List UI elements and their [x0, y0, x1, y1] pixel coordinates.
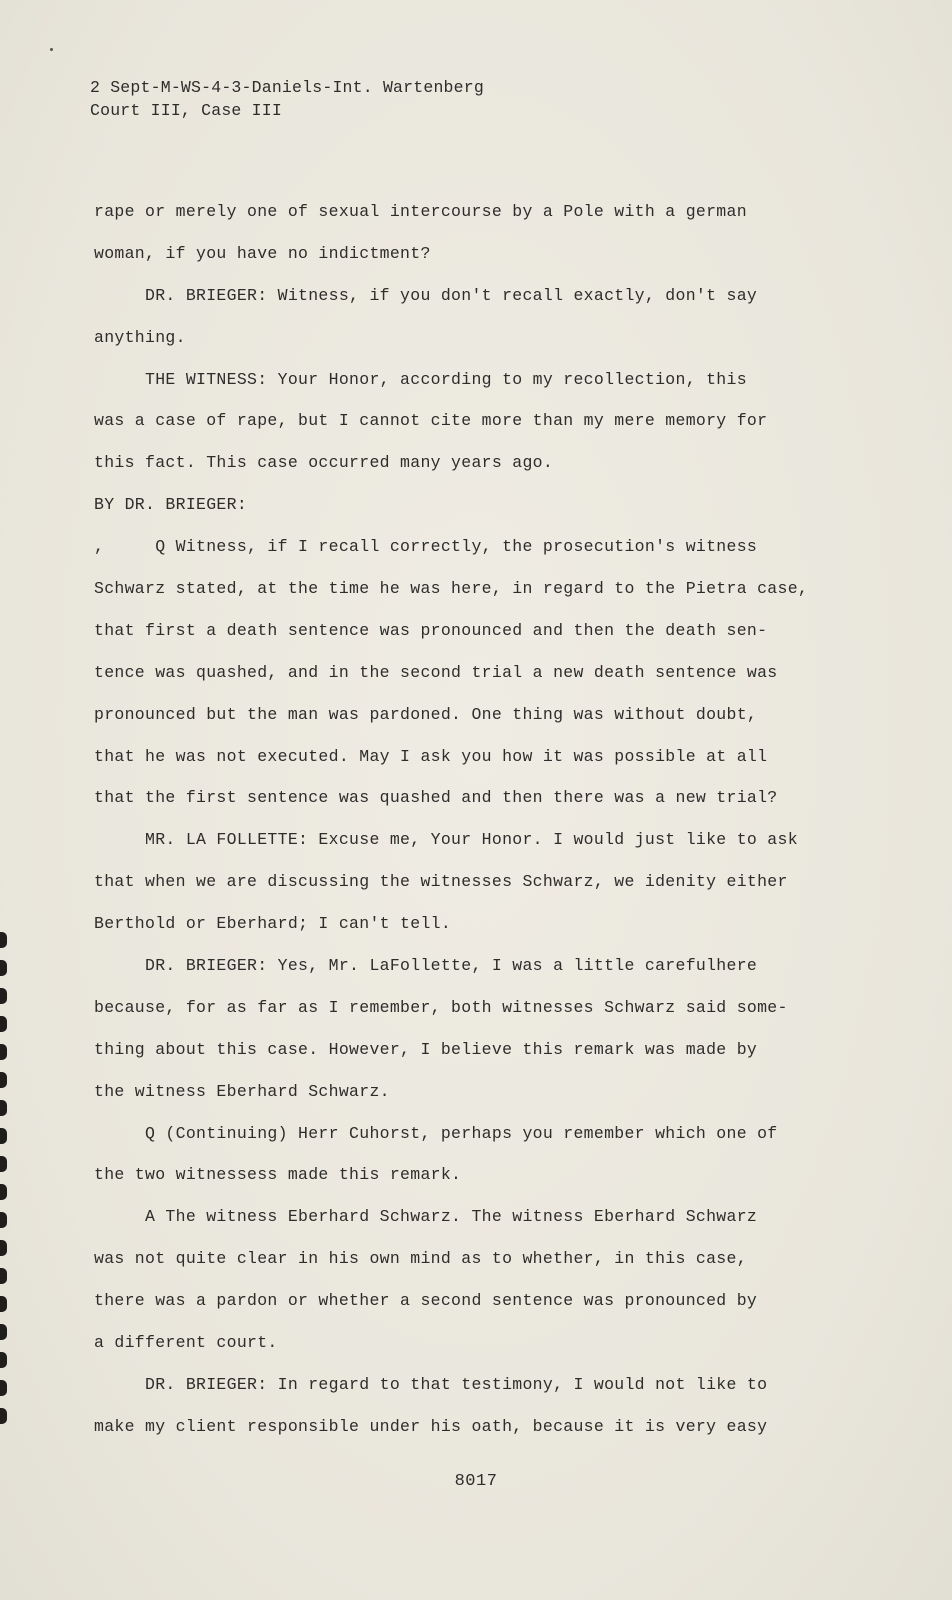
transcript-line: there was a pardon or whether a second sentence was pronounced by	[94, 1291, 758, 1311]
punch-hole	[0, 1296, 7, 1312]
transcript-line: that he was not executed. May I ask you how it was possible at all	[94, 746, 768, 766]
transcript-line: that first a death sentence was pronounced and then the death sen-	[94, 620, 768, 640]
transcript-line: was a case of rape, but I cannot cite more than my mere memory for	[94, 411, 768, 431]
punch-hole	[0, 960, 7, 976]
transcript-line: BY DR. BRIEGER:	[94, 495, 248, 515]
transcript-line: pronounced but the man was pardoned. One thing was without doubt,	[94, 704, 758, 724]
transcript-line: , Q Witness, if I recall correctly, the prosecution's witness	[94, 537, 758, 557]
punch-hole	[0, 1352, 7, 1368]
punch-hole	[0, 1100, 7, 1116]
header-reference-line: 2 Sept-M-WS-4-3-Daniels-Int. Wartenberg	[90, 78, 484, 97]
transcript-line: tence was quashed, and in the second trial a new death sentence was	[94, 662, 778, 682]
transcript-line: anything.	[94, 327, 186, 347]
punch-hole	[0, 1380, 7, 1396]
transcript-line: THE WITNESS: Your Honor, according to my recollection, this	[94, 369, 747, 389]
paper-speck	[50, 48, 53, 51]
transcript-body	[94, 198, 824, 1455]
page-number: 8017	[454, 1472, 498, 1491]
transcript-line: this fact. This case occurred many years ago.	[94, 453, 554, 473]
transcript-line: A The witness Eberhard Schwarz. The witness Eberhard Schwarz	[94, 1207, 758, 1227]
transcript-line: make my client responsible under his oath, because it is very easy	[94, 1416, 768, 1436]
punch-hole	[0, 1240, 7, 1256]
punch-hole	[0, 1072, 7, 1088]
punch-hole	[0, 988, 7, 1004]
punch-hole	[0, 1268, 7, 1284]
punch-hole	[0, 1128, 7, 1144]
punch-hole	[0, 1212, 7, 1228]
punch-hole	[0, 1156, 7, 1172]
transcript-line: DR. BRIEGER: Witness, if you don't recall exactly, don't say	[94, 285, 758, 305]
transcript-line: woman, if you have no indictment?	[94, 243, 431, 263]
transcript-line: MR. LA FOLLETTE: Excuse me, Your Honor. I would just like to ask	[94, 830, 798, 850]
punch-hole	[0, 1324, 7, 1340]
punch-hole	[0, 1016, 7, 1032]
transcript-line: a different court.	[94, 1333, 278, 1353]
punch-hole	[0, 1184, 7, 1200]
transcript-line: rape or merely one of sexual intercourse by a Pole with a german	[94, 202, 747, 221]
transcript-line: the two witnessess made this remark.	[94, 1165, 462, 1185]
transcript-line: Q (Continuing) Herr Cuhorst, perhaps you remember which one of	[94, 1123, 778, 1143]
punch-hole	[0, 1044, 7, 1060]
transcript-line: DR. BRIEGER: In regard to that testimony, I would not like to	[94, 1374, 768, 1394]
document-header	[90, 76, 484, 122]
binding-edge	[0, 0, 14, 1600]
transcript-line: that when we are discussing the witnesses Schwarz, we idenity either	[94, 872, 788, 892]
transcript-line: thing about this case. However, I believe this remark was made by	[94, 1039, 758, 1059]
transcript-line: DR. BRIEGER: Yes, Mr. LaFollette, I was a little carefulhere	[94, 956, 758, 976]
header-court-line: Court III, Case III	[90, 101, 282, 120]
transcript-line: that the first sentence was quashed and then there was a new trial?	[94, 788, 778, 808]
transcript-line: Schwarz stated, at the time he was here, in regard to the Pietra case,	[94, 579, 809, 599]
transcript-line: because, for as far as I remember, both witnesses Schwarz said some-	[94, 997, 788, 1017]
transcript-line: Berthold or Eberhard; I can't tell.	[94, 914, 452, 934]
transcript-line: the witness Eberhard Schwarz.	[94, 1081, 390, 1101]
punch-hole	[0, 1408, 7, 1424]
punch-hole	[0, 932, 7, 948]
transcript-line: was not quite clear in his own mind as to whether, in this case,	[94, 1249, 747, 1269]
